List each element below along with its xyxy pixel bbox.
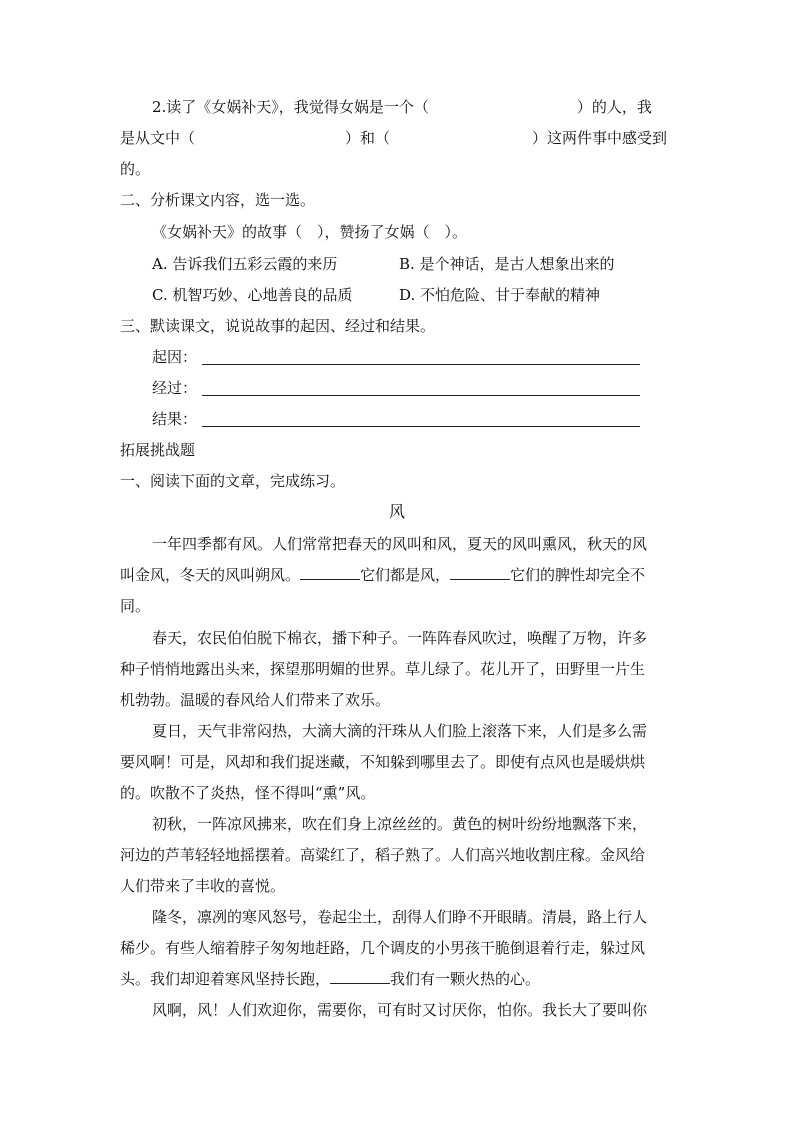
result-answer-line[interactable] (202, 426, 640, 427)
section2-question: 《女娲补天》的故事（ ），赞扬了女娲（ ）。 (152, 223, 468, 241)
passage-line: 的。吹散不了炎热，怪不得叫“熏”风。 (120, 784, 376, 802)
passage-line: 一年四季都有风。人们常常把春天的风叫和风，夏天的风叫熏风，秋天的风 (152, 535, 648, 553)
passage-line: 隆冬，凛冽的寒风怒号，卷起尘土，刮得人们睁不开眼睛。清晨，路上行人 (152, 908, 648, 926)
passage-text: 我们有一颗火热的心。 (390, 970, 541, 988)
passage-line: 种子悄悄地露出头来，探望那明媚的世界。草儿绿了。花儿开了，田野里一片生 (120, 660, 646, 678)
passage-line: 夏日，天气非常闷热，大滴大滴的汗珠从人们脸上滚落下来，人们是多么需 (152, 722, 648, 740)
cause-answer-line[interactable] (202, 364, 640, 365)
q2-line-1 (152, 97, 652, 117)
section3-heading: 三、默读课文，说说故事的起因、经过和结果。 (120, 317, 436, 335)
q2-line-2 (120, 128, 667, 148)
passage-line: 初秋，一阵凉风拂来，吹在们身上凉丝丝的。黄色的树叶纷纷地飘落下来， (152, 815, 648, 833)
q2-text: ）和（ (345, 129, 391, 147)
passage-title: 风 (389, 502, 406, 521)
extension-heading: 拓展挑战题 (120, 441, 196, 459)
process-answer-line[interactable] (202, 395, 640, 396)
fill-blank-3[interactable] (330, 969, 390, 984)
passage-text: 头。我们却迎着寒风坚持长跑， (120, 970, 331, 988)
option-c[interactable]: C. 机智巧妙、心地善良的品质 (152, 286, 353, 304)
section2-heading: 二、分析课文内容，选一选。 (120, 191, 316, 209)
extension-instruction: 一、阅读下面的文章，完成练习。 (120, 472, 346, 490)
passage-line: 机勃勃。温暖的春风给人们带来了欢乐。 (120, 691, 391, 709)
process-label: 经过： (152, 379, 198, 397)
passage-line: 人们带来了丰收的喜悦。 (120, 877, 286, 895)
passage-line: 要风啊！可是，风却和我们捉迷藏，不知躲到哪里去了。即使有点风也是暖烘烘 (120, 753, 646, 771)
passage-text: 叫金风，冬天的风叫朔风。 (120, 566, 301, 584)
q2-text: ）这两件事中感受到 (532, 129, 668, 147)
fill-blank-1[interactable] (300, 565, 360, 580)
option-a[interactable]: A. 告诉我们五彩云霞的来历 (152, 255, 338, 273)
fill-blank-2[interactable] (450, 565, 510, 580)
q2-text: 是从文中（ (120, 129, 196, 147)
result-label: 结果： (152, 410, 198, 428)
passage-line: 风啊，风！人们欢迎你，需要你，可有时又讨厌你，怕你。我长大了要叫你 (152, 1001, 648, 1019)
passage-text: 它们的脾性却完全不 (510, 566, 646, 584)
q2-text: 2.读了《女娲补天》，我觉得女娲是一个（ (152, 98, 429, 116)
passage-line: 同。 (120, 597, 151, 615)
passage-text: 它们都是风， (360, 566, 451, 584)
passage-line: 稀少。有些人缩着脖子匆匆地赶路，几个调皮的小男孩干脆倒退着行走，躲过风 (120, 939, 646, 957)
q2-text: ）的人，我 (576, 98, 652, 116)
passage-line (120, 969, 540, 989)
cause-label: 起因： (152, 348, 198, 366)
option-b[interactable]: B. 是个神话，是古人想象出来的 (399, 255, 615, 273)
q2-line-3: 的。 (120, 160, 151, 178)
passage-line: 河边的芦苇轻轻地摇摆着。高粱红了，稻子熟了。人们高兴地收割庄稼。金风给 (120, 846, 646, 864)
passage-line: 春天，农民伯伯脱下棉衣，播下种子。一阵阵春风吹过，唤醒了万物，许多 (152, 629, 648, 647)
option-d[interactable]: D. 不怕危险、甘于奉献的精神 (399, 286, 601, 304)
passage-line (120, 565, 645, 585)
